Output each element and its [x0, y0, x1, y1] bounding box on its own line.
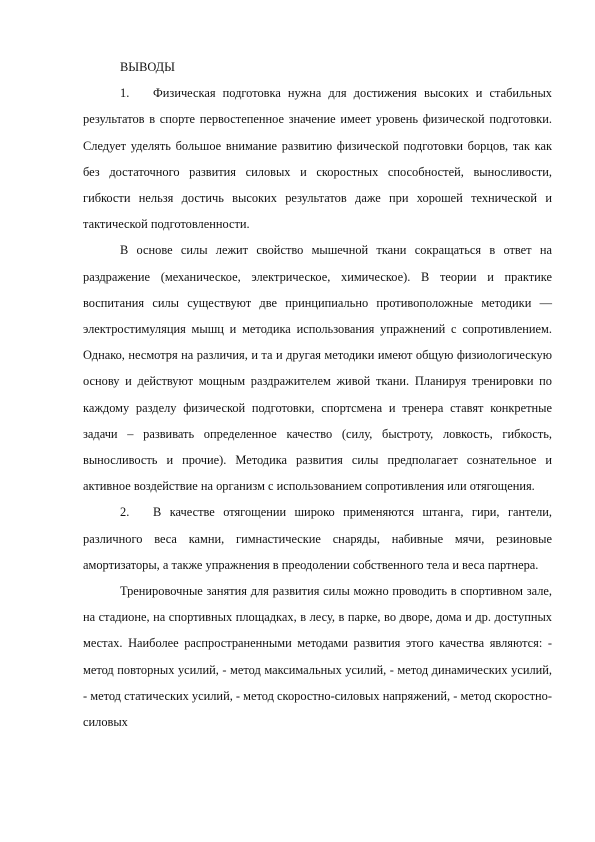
- paragraph-number: 2.: [120, 505, 130, 520]
- paragraph-text: В основе силы лежит свойство мышечной ткани сокращаться в ответ на раздражение (механическое, электрическое, химическое). В теории и практике воспитания силы существуют две принципиально противоположные методики — электростимуляция мышц и методика использования упражнений с сопротивлением. Однако, несмотря на различия, и та и другая методики имеют общую физиологическую основу и действуют мощным раздражителем живой ткани. Планируя тренировки по каждому разделу физической подготовки, спортсмена и тренера ставят конкретные задачи – развивать определенное качество (силу, быстроту, ловкость, гибкость, выносливость и прочие). Методика развития силы предполагает сознательное и активное воздействие на организм с использованием сопротивления или отягощения.: [83, 243, 552, 494]
- paragraph-1: [83, 80, 552, 237]
- paragraph-number: 1.: [120, 86, 130, 101]
- paragraph-text: Физическая подготовка нужна для достижения высоких и стабильных результатов в спорте первостепенное значение имеет уровень физической подготовки. Следует уделять большое внимание развитию физической подготовки борцов, так как без достаточного развития силовых и скоростных способностей, выносливости, гибкости нельзя достичь высоких результатов даже при хорошей технической и тактической подготовленности.: [83, 86, 552, 232]
- section-heading: ВЫВОДЫ: [120, 60, 175, 74]
- paragraph-4: [83, 578, 552, 735]
- paragraph-2: [83, 237, 552, 499]
- paragraph-text: В качестве отягощении широко применяются штанга, гири, гантели, различного веса камни, гимнастические снаряды, набивные мячи, резиновые амортизаторы, а также упражнения в преодолении собственного тела и веса партнера.: [83, 505, 552, 572]
- paragraph-text: Тренировочные занятия для развития силы можно проводить в спортивном зале, на стадионе, на спортивных площадках, в лесу, в парке, во дворе, дома и др. доступных местах. Наиболее распространенными методами развития этого качества являются: - метод повторных усилий, - метод максимальных усилий, - метод динамических усилий, - метод статических усилий, - метод скоростно-силовых напряжений, - метод скоростно-силовых: [83, 584, 552, 730]
- document-body: [83, 54, 552, 735]
- paragraph-3: [83, 499, 552, 578]
